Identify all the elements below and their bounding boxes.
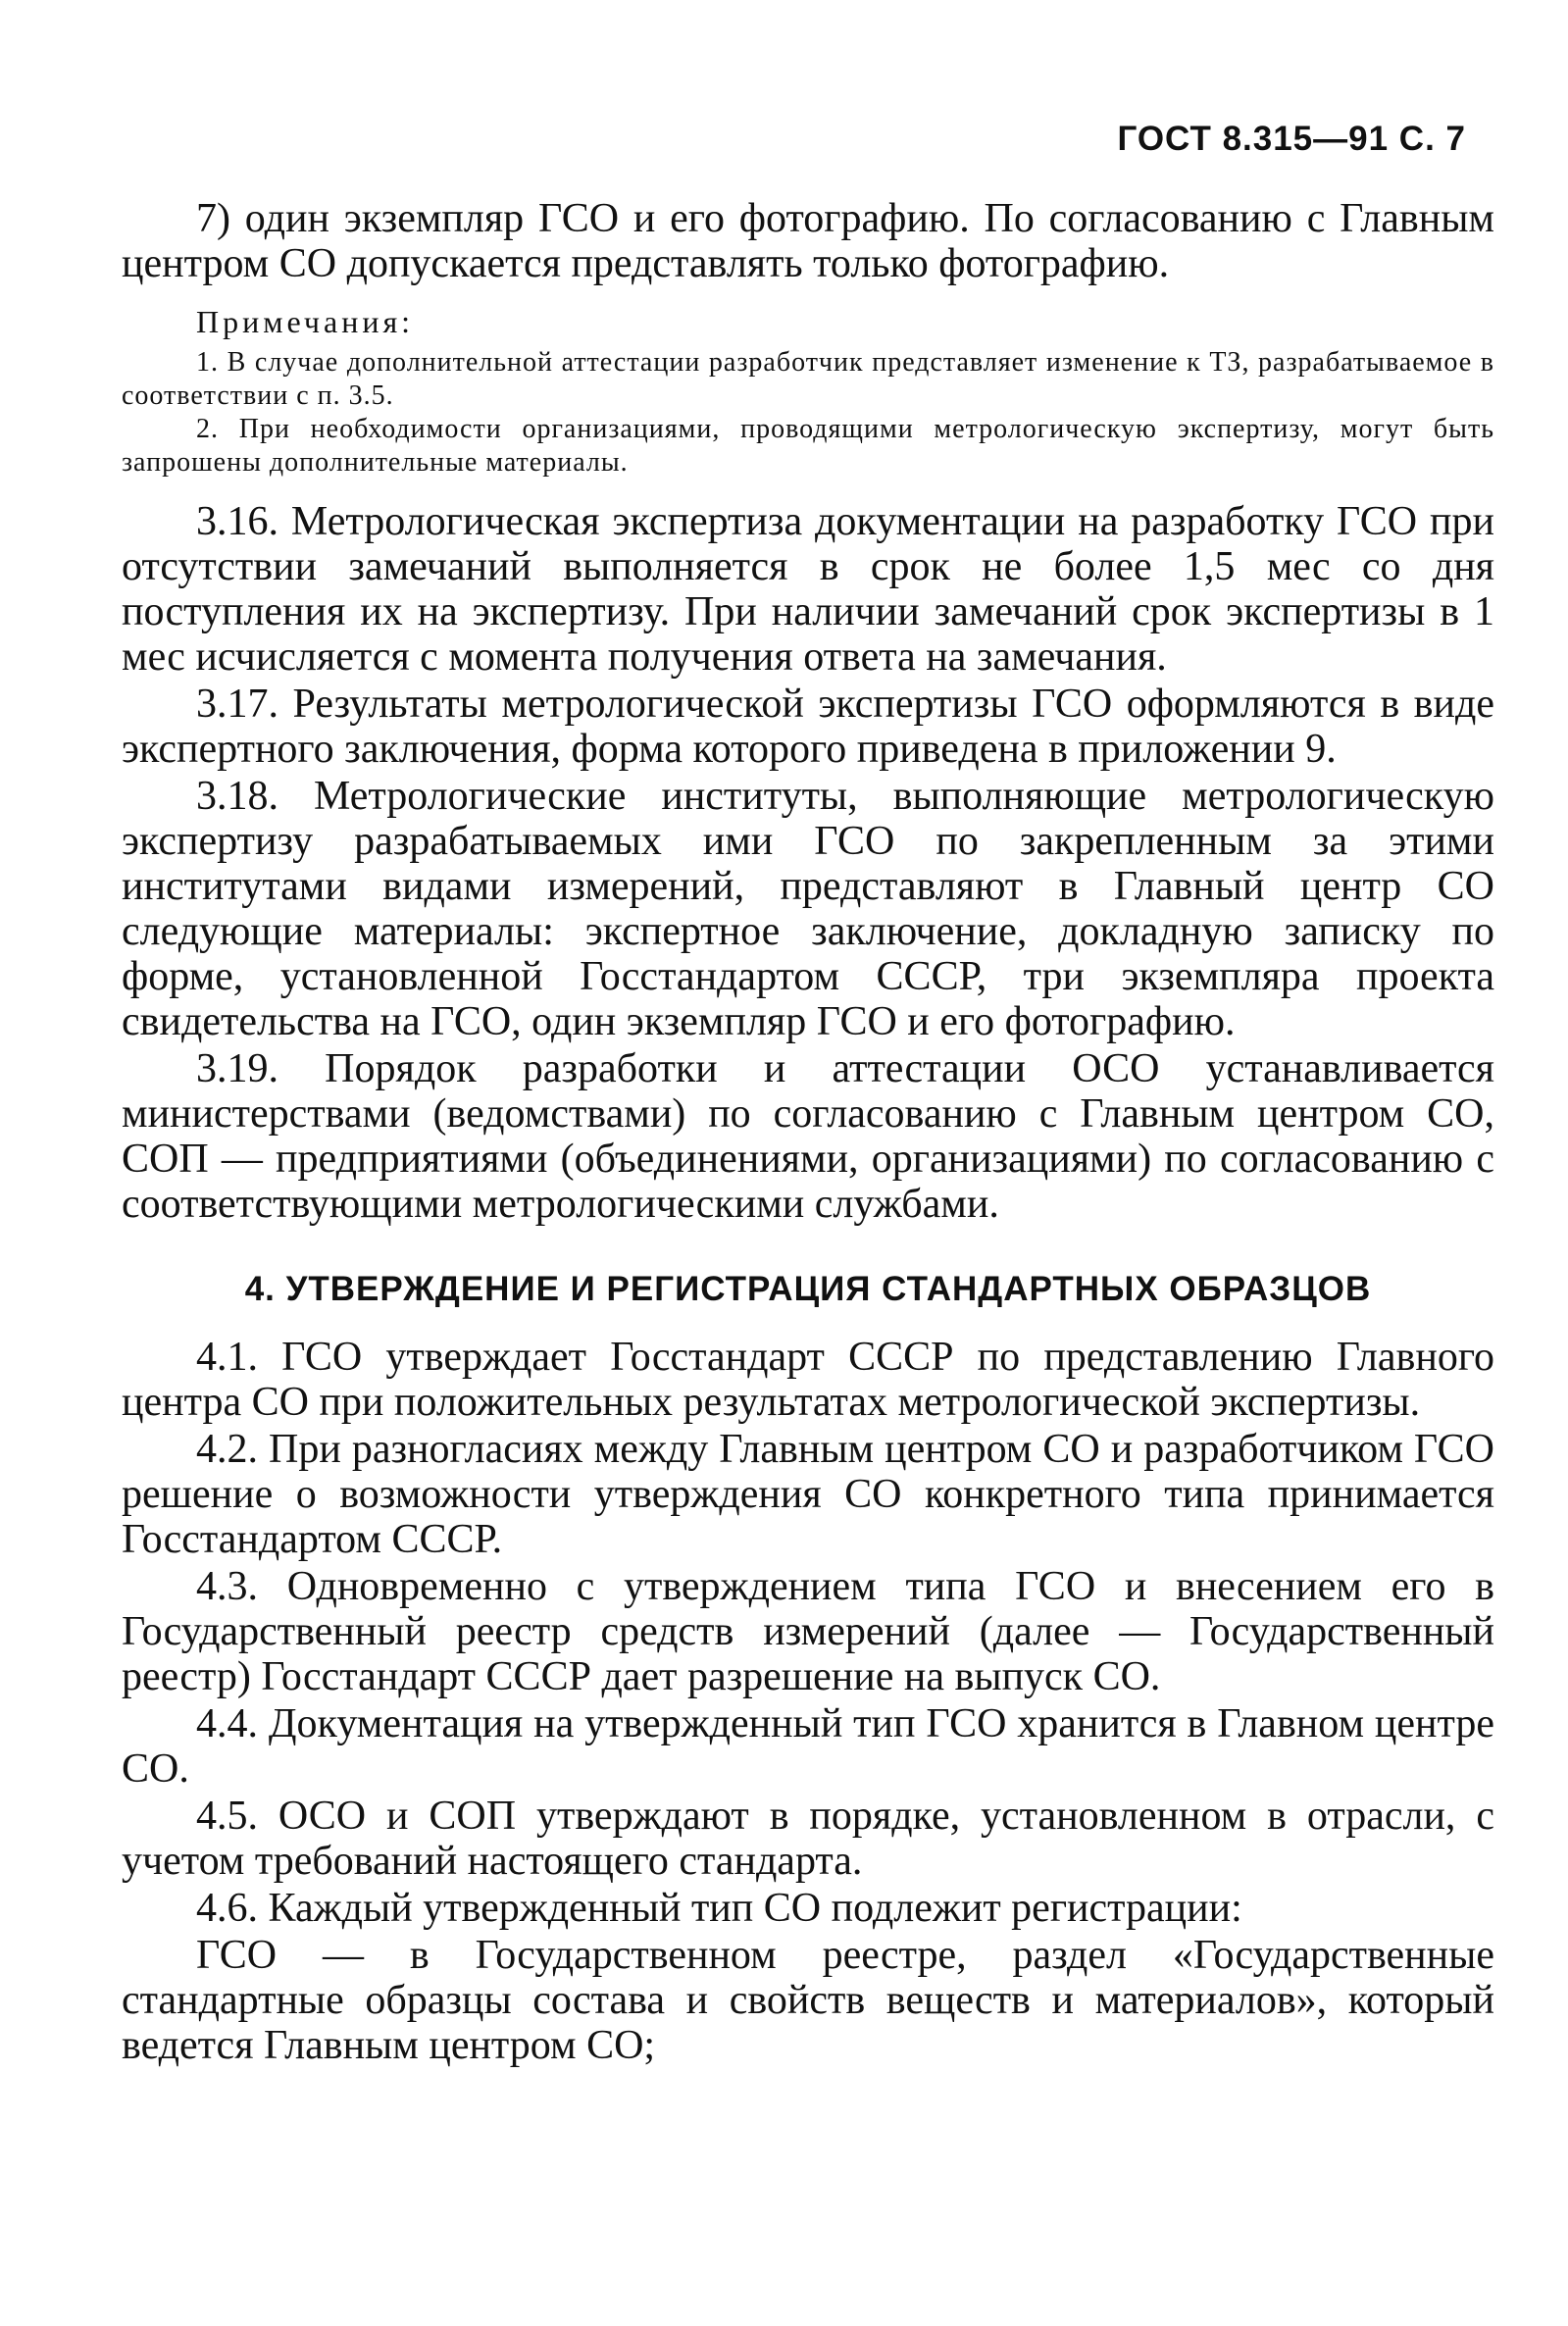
paragraph-3-17: 3.17. Результаты метрологической экспертизы ГСО оформляются в виде экспертного заключения, форма которого приведена в приложении 9. — [122, 682, 1494, 772]
paragraph-4-3: 4.3. Одновременно с утверждением типа ГСО и внесением его в Государственный реестр средств измерений (далее — Государственный реестр) Госстандарт СССР дает разрешение на выпуск СО. — [122, 1564, 1494, 1699]
paragraph-4-5: 4.5. ОСО и СОП утверждают в порядке, установленном в отрасли, с учетом требований настоящего стандарта. — [122, 1794, 1494, 1884]
note-2: 2. При необходимости организациями, проводящими метрологическую экспертизу, могут быть запрошены дополнительные материалы. — [122, 414, 1494, 478]
paragraph-3-19: 3.19. Порядок разработки и аттестации ОСО устанавливается министерствами (ведомствами) по согласованию с Главным центром СО, СОП — предприятиями (объединениями, организациями) по согласованию с соответствующими метрологическими службами. — [122, 1046, 1494, 1227]
paragraph-4-6: 4.6. Каждый утвержденный тип СО подлежит регистрации: — [196, 1886, 1242, 1931]
note-1: 1. В случае дополнительной аттестации разработчик представляет изменение к ТЗ, разрабатываемое в соответствии с п. 3.5. — [122, 347, 1494, 411]
page-content — [122, 196, 1494, 2070]
paragraph-4-1: 4.1. ГСО утверждает Госстандарт СССР по представлению Главного центра СО при положительных результатах метрологической экспертизы. — [122, 1335, 1494, 1425]
paragraph-3-16: 3.16. Метрологическая экспертиза документации на разработку ГСО при отсутствии замечаний выполняется в срок не более 1,5 мес со дня поступления их на экспертизу. При наличии замечаний срок экспертизы в 1 мес исчисляется с момента получения ответа на замечания. — [122, 499, 1494, 680]
paragraph-4-2: 4.2. При разногласиях между Главным центром СО и разработчиком ГСО решение о возможности утверждения СО конкретного типа принимается Госстандартом СССР. — [122, 1427, 1494, 1562]
section-4-title: 4. УТВЕРЖДЕНИЕ И РЕГИСТРАЦИЯ СТАНДАРТНЫХ ОБРАЗЦОВ — [244, 1270, 1372, 1308]
paragraph-4-6-gso: ГСО — в Государственном реестре, раздел «Государственные стандартные образцы состава и свойств веществ и материалов», который ведется Главным центром СО; — [122, 1933, 1494, 2068]
paragraph-3-18: 3.18. Метрологические институты, выполняющие метрологическую экспертизу разрабатываемых ими ГСО по закрепленным за этими институтами видами измерений, представляют в Главный центр СО следующие материалы: экспертное заключение, докладную записку по форме, установленной Госстандартом СССР, три экземпляра проекта свидетельства на ГСО, один экземпляр ГСО и его фотографию. — [122, 774, 1494, 1044]
paragraph-item-7: 7) один экземпляр ГСО и его фотографию. По согласованию с Главным центром СО допускается представлять только фотографию. — [122, 196, 1494, 286]
notes-title: Примечания: — [196, 304, 415, 339]
paragraph-4-4: 4.4. Документация на утвержденный тип ГСО хранится в Главном центре СО. — [122, 1701, 1494, 1792]
page-header: ГОСТ 8.315—91 С. 7 — [1117, 120, 1466, 158]
notes-block — [122, 304, 1494, 480]
